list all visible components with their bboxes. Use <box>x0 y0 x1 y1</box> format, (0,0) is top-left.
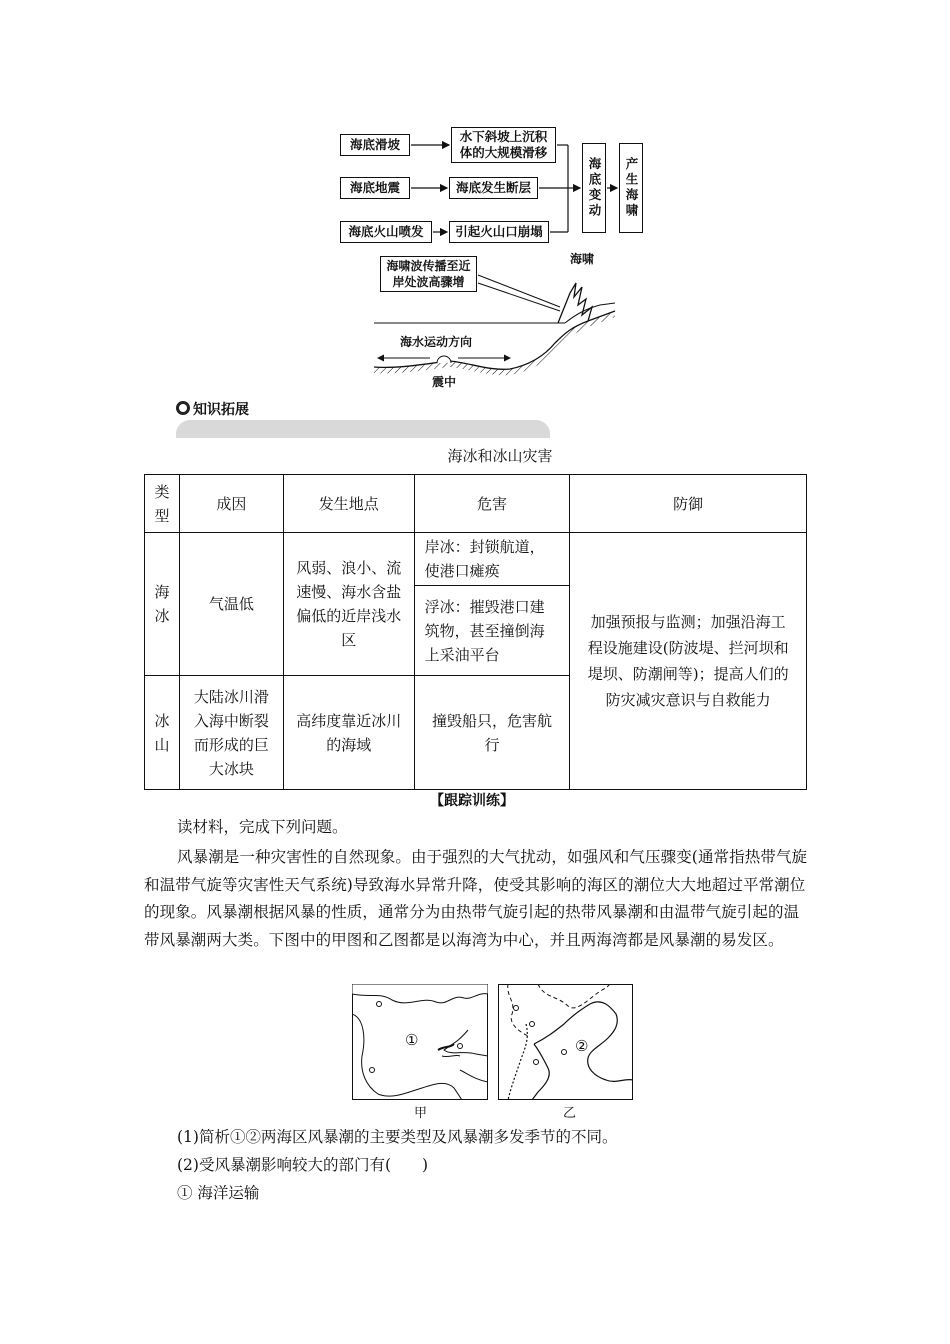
location-sea-ice: 风弱、浪小、流速慢、海水含盐偏低的近岸浅水区 <box>283 533 414 676</box>
tsunami-wave <box>558 283 592 323</box>
header-type: 类型 <box>145 475 180 533</box>
map-b-label: 乙 <box>563 1106 577 1121</box>
header-harm: 危害 <box>414 475 570 533</box>
cause-box-volcano: 海底火山喷发 <box>340 221 432 243</box>
location-iceberg: 高纬度靠近冰川的海域 <box>283 676 414 790</box>
training-heading: 【跟踪训练】 <box>430 793 514 809</box>
effect-box-sediment-slide: 水下斜坡上沉积体的大规模滑移 <box>451 127 556 163</box>
cause-box-earthquake: 海底地震 <box>340 177 410 199</box>
knowledge-icon <box>176 401 190 415</box>
direction-label: 海水运动方向 <box>400 335 473 349</box>
flowchart-arrows <box>0 0 950 250</box>
header-cause: 成因 <box>179 475 283 533</box>
map-b <box>498 984 633 1100</box>
seafloor-change-box: 海底变动 <box>582 143 606 233</box>
tsunami-result-box: 产生海啸 <box>619 143 643 233</box>
effect-box-fault: 海底发生断层 <box>449 177 538 199</box>
map-b-mark: ② <box>575 1037 589 1055</box>
hazard-table <box>144 474 807 790</box>
section-title: 知识拓展 <box>193 402 249 418</box>
table-caption: 海冰和冰山灾害 <box>447 447 553 465</box>
harm-float-ice: 浮冰：摧毁港口建筑物，甚至撞倒海上采油平台 <box>414 586 570 676</box>
material-paragraph: 风暴潮是一种灾害性的自然现象。由于强烈的大气扰动，如强风和气压骤变(通常指热带气旋和温带气旋等灾害性天气系统)导致海水异常升降，使受其影响的海区的潮位大大地超过平常潮位的现象。风暴潮根据风暴的性质，通常分为由热带气旋引起的热带风暴潮和由温带气旋引起的温带风暴潮两大类。下图中的甲图和乙图都是以海湾为中心，并且两海湾都是风暴潮的易发区。 <box>144 848 808 949</box>
question-2: (2)受风暴潮影响较大的部门有( ) <box>177 1156 429 1174</box>
cause-box-landslide: 海底滑坡 <box>340 134 410 156</box>
harm-iceberg: 撞毁船只，危害航行 <box>414 676 570 790</box>
type-iceberg: 冰山 <box>145 676 180 790</box>
epicenter-marker <box>437 356 451 363</box>
training-intro: 读材料，完成下列问题。 <box>177 818 348 836</box>
defense-cell: 加强预报与监测；加强沿海工程设施建设(防波堤、拦河坝和堤坝、防潮闸等)；提高人们的防灾减灾意识与自救能力 <box>570 533 807 790</box>
epicenter-label: 震中 <box>432 375 457 389</box>
seafloor <box>374 311 615 369</box>
header-defense: 防御 <box>570 475 807 533</box>
header-location: 发生地点 <box>283 475 414 533</box>
map-a-mark: ① <box>405 1031 419 1049</box>
section-banner <box>176 420 550 438</box>
option-1: ① 海洋运输 <box>177 1184 260 1202</box>
question-1: (1)简析①②两海区风暴潮的主要类型及风暴潮多发季节的不同。 <box>177 1128 618 1146</box>
type-sea-ice: 海冰 <box>145 533 180 676</box>
cause-iceberg: 大陆冰川滑入海中断裂而形成的巨大冰块 <box>179 676 283 790</box>
map-a-label: 甲 <box>414 1106 428 1121</box>
tsunami-wave-diagram <box>360 245 620 395</box>
effect-box-crater-collapse: 引起火山口崩塌 <box>449 221 549 243</box>
cause-sea-ice: 气温低 <box>179 533 283 676</box>
wave-callout-box: 海啸波传播至近岸处波高骤增 <box>380 256 477 292</box>
tsunami-label: 海啸 <box>570 252 595 266</box>
map-a <box>352 984 488 1100</box>
harm-shore-ice: 岸冰：封锁航道，使港口瘫痪 <box>414 533 570 586</box>
